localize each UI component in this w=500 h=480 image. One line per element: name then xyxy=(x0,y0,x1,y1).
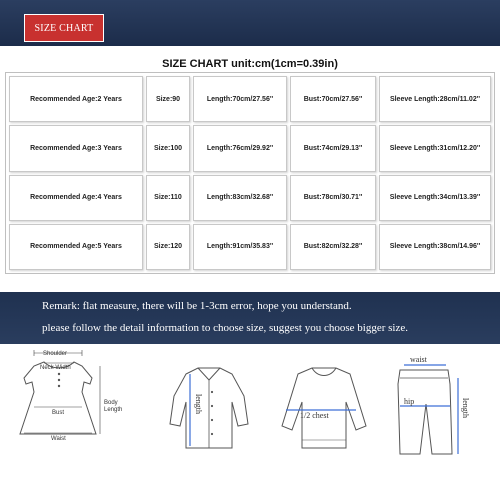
size-chart-tab: SIZE CHART xyxy=(24,14,104,42)
size-cell: Size:90 xyxy=(146,76,190,122)
sweater-chest-label: 1/2 chest xyxy=(300,411,329,420)
header-band xyxy=(0,0,500,46)
size-cell: Size:110 xyxy=(146,175,190,221)
size-cell: Size:120 xyxy=(146,224,190,270)
bust-cell: Bust:78cm/30.71'' xyxy=(290,175,376,221)
dress-body-length-label: Body Length xyxy=(104,400,123,413)
size-table xyxy=(5,72,495,274)
dress-bust-label: Bust xyxy=(52,410,65,416)
age-cell: Recommended Age:2 Years xyxy=(9,76,143,122)
age-cell: Recommended Age:3 Years xyxy=(9,125,143,171)
remark-line-1: Remark: flat measure, there will be 1-3cm error, hope you understand. xyxy=(42,300,352,312)
measurement-diagrams xyxy=(0,344,500,480)
sleeve-cell: Sleeve Length:34cm/13.39'' xyxy=(379,175,491,221)
sweater-diagram xyxy=(282,368,366,448)
dress-waist-label: Waist xyxy=(51,436,66,442)
pants-hip-label: hip xyxy=(404,397,415,406)
dress-diagram xyxy=(20,350,122,442)
age-cell: Recommended Age:5 Years xyxy=(9,224,143,270)
pants-waist-label: waist xyxy=(410,355,427,364)
sleeve-cell: Sleeve Length:31cm/12.20'' xyxy=(379,125,491,171)
sleeve-cell: Sleeve Length:28cm/11.02'' xyxy=(379,76,491,122)
pants-diagram xyxy=(398,355,470,454)
dress-shoulder-label: Shoulder xyxy=(43,351,68,357)
bust-cell: Bust:82cm/32.28'' xyxy=(290,224,376,270)
age-cell: Recommended Age:4 Years xyxy=(9,175,143,221)
length-cell: Length:91cm/35.83'' xyxy=(193,224,287,270)
sleeve-cell: Sleeve Length:38cm/14.96'' xyxy=(379,224,491,270)
chart-title: SIZE CHART unit:cm(1cm=0.39in) xyxy=(162,58,338,70)
remark-band xyxy=(0,292,500,344)
length-cell: Length:70cm/27.56'' xyxy=(193,76,287,122)
length-cell: Length:83cm/32.68'' xyxy=(193,175,287,221)
length-cell: Length:76cm/29.92'' xyxy=(193,125,287,171)
bust-cell: Bust:70cm/27.56'' xyxy=(290,76,376,122)
remark-line-2: please follow the detail information to choose size, suggest you choose bigger size. xyxy=(42,322,408,334)
dress-neck-width-label: Neck Width xyxy=(40,365,71,371)
pants-length-label: length xyxy=(461,398,470,418)
shirt-length-label: length xyxy=(194,394,203,414)
bust-cell: Bust:74cm/29.13'' xyxy=(290,125,376,171)
shirt-diagram xyxy=(170,368,248,448)
size-cell: Size:100 xyxy=(146,125,190,171)
